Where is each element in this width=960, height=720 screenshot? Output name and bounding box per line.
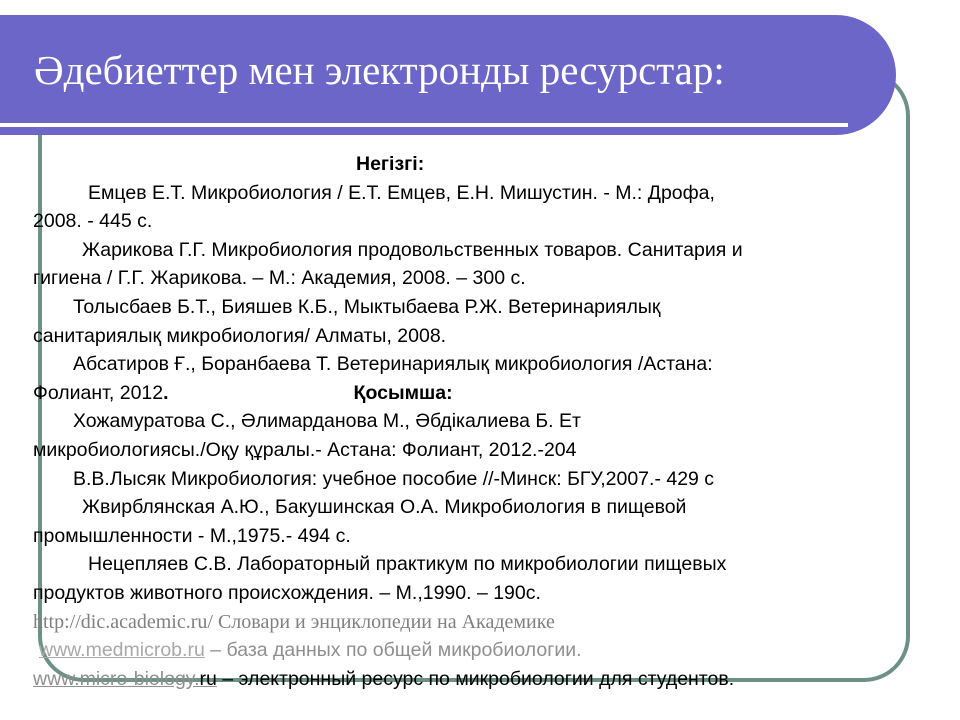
- extra-ref-4-line-1: Нецепляев С.В. Лабораторный практикум по микробиологии пищевых: [88, 553, 727, 576]
- web-resource-3-link[interactable]: [33, 668, 217, 690]
- ref-2-line-2: гигиена / Г.Г. Жарикова. – М.: Академия, 2008. – 300 с.: [33, 267, 526, 290]
- web-resource-2-url-a: www.medmicrob.: [39, 639, 188, 662]
- extra-heading: Қосымша:: [353, 381, 453, 404]
- extra-ref-1-line-1: Хожамуратова С., Әлимарданова М., Әбдікалиева Б. Ет: [73, 410, 581, 433]
- web-resource-3-url-b: ru: [199, 667, 217, 690]
- web-resource-2-desc: – база данных по общей микробиологии.: [204, 639, 582, 662]
- web-resource-2: [33, 636, 913, 665]
- extra-ref-2-line-1: В.В.Лысяк Микробиология: учебное пособие //-Минск: БГУ,2007.- 429 с: [73, 467, 715, 490]
- ref-4-line-2: [33, 379, 913, 408]
- ref-4-line-1: Абсатиров Ғ., Боранбаева Т. Ветеринариялық микробиология /Астана:: [73, 353, 713, 376]
- ref-3-line-2: санитариялық микробиология/ Алматы, 2008.: [33, 324, 447, 347]
- title-underline: [0, 123, 848, 127]
- extra-ref-4-line-2: продуктов животного происхождения. – М.,1990. – 190с.: [33, 581, 541, 604]
- extra-ref-3-line-2: промышленности - М.,1975.- 494 с.: [33, 524, 351, 547]
- extra-ref-1-line-2: микробиологиясы./Оқу құралы.- Астана: Фолиант, 2012.-204: [33, 438, 577, 461]
- references-list: [33, 150, 913, 693]
- web-resource-2-link[interactable]: [39, 639, 205, 661]
- ref-3-line-1: Толысбаев Б.Т., Бияшев К.Б., Мыктыбаева Р.Ж. Ветеринариялық: [73, 295, 661, 318]
- ref-2-line-1: Жарикова Г.Г. Микробиология продовольственных товаров. Санитария и: [82, 238, 743, 261]
- basic-heading: Негізгі:: [356, 153, 425, 175]
- web-resource-3-url-a: www.micro-biology.: [33, 667, 200, 690]
- web-resource-3-desc: – электронный ресурс по микробиологии для студентов.: [216, 667, 735, 690]
- web-resource-3: [33, 665, 913, 694]
- extra-ref-3-line-1: Жвирблянская А.Ю., Бакушинская О.А. Микробиология в пищевой: [82, 496, 687, 519]
- web-resource-2-url-b: ru: [187, 639, 205, 662]
- ref-4-line-2-text: Фолиант, 2012: [33, 381, 164, 404]
- ref-1-line-2: 2008. - 445 с.: [33, 210, 153, 233]
- web-resource-1-desc: Словари и энциклопедии на Академике: [212, 610, 555, 633]
- slide-title: Әдебиеттер мен электронды ресурстар:: [34, 47, 725, 93]
- ref-1-line-1: Емцев Е.Т. Микробиология / Е.Т. Емцев, Е.Н. Мишустин. - М.: Дрофа,: [88, 181, 715, 204]
- web-resource-1-url[interactable]: http://dic.academic.ru/: [33, 610, 213, 633]
- ref-4-bold-dot: .: [163, 381, 169, 404]
- web-resource-1: [33, 608, 913, 637]
